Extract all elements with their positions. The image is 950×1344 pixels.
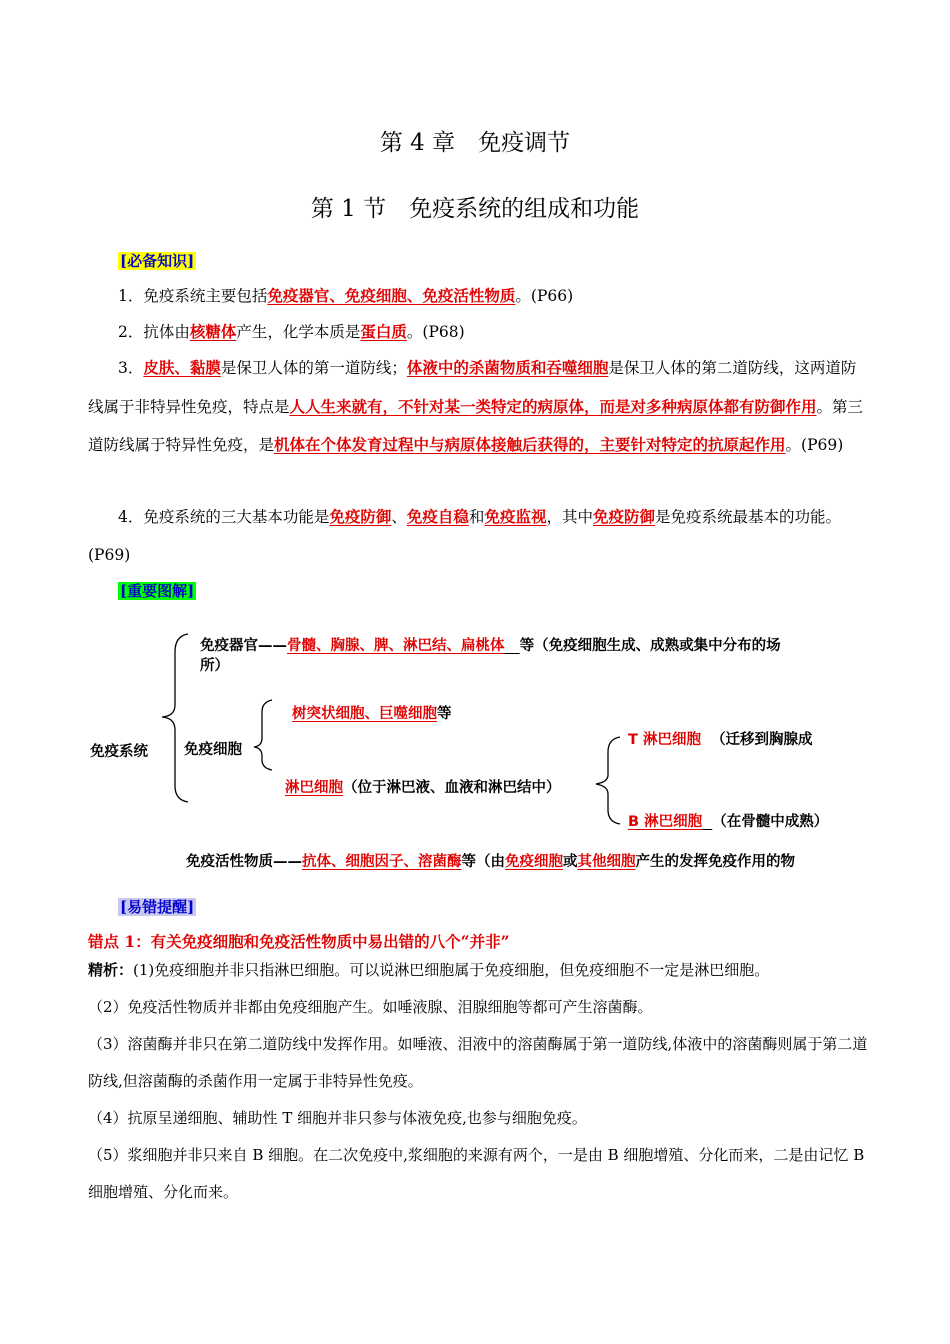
diagram-organs: 免疫器官——骨髓、胸腺、脾、淋巴结、扁桃体 等（免疫细胞生成、成熟或集中分布的场 [200,638,781,654]
cells-brace [254,700,272,770]
note-5: （5）浆细胞并非只来自 B 细胞。在二次免疫中,浆细胞的来源有两个，一是由 B 细胞增殖、分化而来，二是由记忆 B 细胞增殖、分化而来。 [88,1146,865,1201]
main-brace [162,634,188,802]
note-2: （2）免疫活性物质并非都由免疫细胞产生。如唾液腺、泪腺细胞等都可产生溶菌酶。 [88,998,653,1016]
diagram-lymphocytes: 淋巴细胞（位于淋巴液、血液和淋巴结中） [285,780,561,796]
error-point-1: 错点 1：有关免疫细胞和免疫活性物质中易出错的八个“并非” [88,932,510,951]
diagram-dendritic: 树突状细胞、巨噬细胞等 [292,706,452,722]
note-3: （3）溶菌酶并非只在第二道防线中发挥作用。如唾液、泪液中的溶菌酶属于第一道防线,体液中的溶菌酶则属于第二道防线,但溶菌酶的杀菌作用一定属于非特异性免疫。 [88,1035,868,1090]
lymph-brace [596,737,620,824]
diagram-tag: [重要图解] [120,582,195,600]
diagram-root: 免疫系统 [90,744,148,760]
note-1: 精析：(1)免疫细胞并非只指淋巴细胞。可以说淋巴细胞属于免疫细胞，但免疫细胞不一定是淋巴细胞。 [88,961,770,979]
diagram-organs-cont: 所） [200,658,229,674]
diagram-t-cells: T 淋巴细胞 （迁移到胸腺成 [628,732,813,746]
note-4: （4）抗原呈递细胞、辅助性 T 细胞并非只参与体液免疫,也参与细胞免疫。 [88,1109,587,1127]
knowledge-item-2: 2．抗体由核糖体产生，化学本质是蛋白质。(P68) [118,322,465,341]
chapter-title: 第 4 章 免疫调节 [379,130,571,156]
diagram-cells: 免疫细胞 [184,742,242,758]
knowledge-item-3: 3．皮肤、黏膜是保卫人体的第一道防线；体液中的杀菌物质和吞噬细胞是保卫人体的第二道防线，这两道防线属于非特异性免疫，特点是人人生来就有，不针对某一类特定的病原体，而是对多种病原体都有防御作用。第三道防线属于特异性免疫，是机体在个体发育过程中与病原体接触后获得的，主要针对特定的抗原起作用。(P69) [88,358,864,454]
knowledge-item-1: 1．免疫系统主要包括免疫器官、免疫细胞、免疫活性物质。(P66) [118,286,574,305]
diagram-active-substances: 免疫活性物质——抗体、细胞因子、溶菌酶等（由免疫细胞或其他细胞产生的发挥免疫作用的物 [186,854,795,870]
knowledge-item-4: 4．免疫系统的三大基本功能是免疫防御、免疫自稳和免疫监视，其中免疫防御是免疫系统最基本的功能。(P69) [88,507,841,564]
section-title: 第 1 节 免疫系统的组成和功能 [310,196,640,222]
diagram-b-cells: B 淋巴细胞 （在骨髓中成熟） [628,814,829,830]
errors-tag: [易错提醒] [120,898,195,916]
knowledge-tag: [必备知识] [120,252,195,270]
